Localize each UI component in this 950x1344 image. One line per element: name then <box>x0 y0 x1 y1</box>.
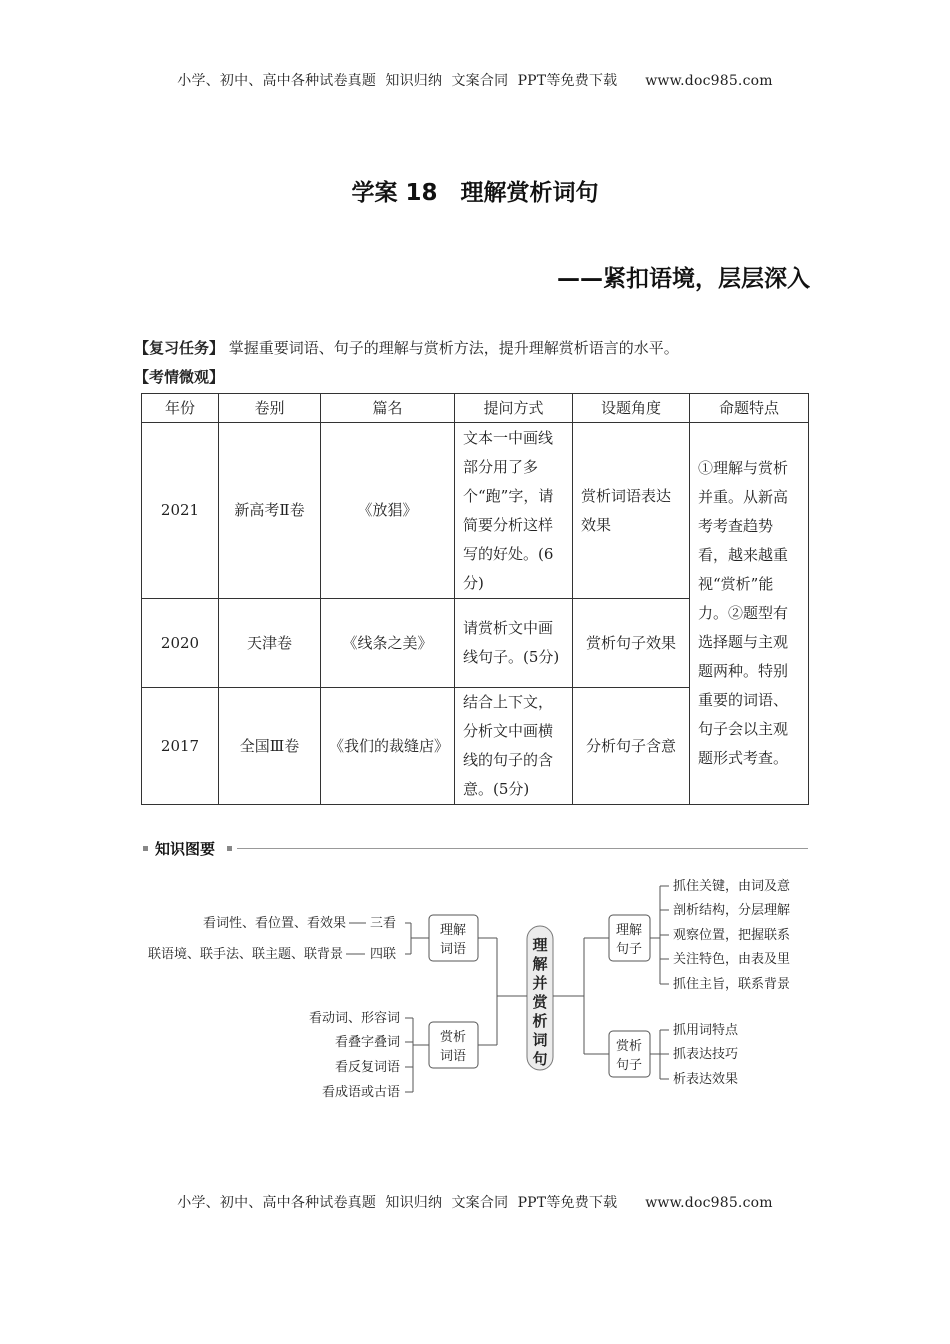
page-subtitle: ——紧扣语境，层层深入 <box>557 266 810 292</box>
mindmap-center-char: 词 <box>532 1031 548 1049</box>
node-label: 词语 <box>439 1049 467 1064</box>
mindmap-item: 抓住关键，由词及意 <box>673 879 791 894</box>
mindmap-item: 关注特色，由表及里 <box>673 952 791 967</box>
cell-paper: 新高考Ⅱ卷 <box>219 423 321 599</box>
mindmap-item-key: 四联 <box>370 947 397 962</box>
mindmap-item: 看叠字叠词 <box>334 1035 400 1050</box>
cell-paper: 全国Ⅲ卷 <box>219 688 321 805</box>
cell-year: 2021 <box>142 423 219 599</box>
cell-question: 结合上下文，分析文中画横线的句子的含意。(5分) <box>455 688 573 805</box>
review-task <box>134 337 824 358</box>
mindmap-center-char: 析 <box>532 1012 548 1030</box>
exam-table <box>141 393 809 805</box>
cell-question: 请赏析文中画线句子。(5分) <box>455 599 573 688</box>
mindmap-item: 抓用词特点 <box>673 1023 739 1038</box>
node-label: 理解 <box>615 923 643 938</box>
col-header-title: 篇名 <box>321 394 455 423</box>
col-header-feature: 命题特点 <box>690 394 809 423</box>
mindmap-item: 联语境、联手法、联主题、联背景 <box>147 947 343 962</box>
cell-year: 2017 <box>142 688 219 805</box>
node-label: 理解 <box>439 923 467 938</box>
mindmap-item: 析表达效果 <box>673 1072 739 1087</box>
col-header-question: 提问方式 <box>455 394 573 423</box>
col-header-angle: 设题角度 <box>573 394 690 423</box>
cell-angle: 赏析词语表达效果 <box>573 423 690 599</box>
col-header-year: 年份 <box>142 394 219 423</box>
mindmap-item: 抓住主旨，联系背景 <box>673 977 791 992</box>
node-label: 句子 <box>615 1058 643 1073</box>
table-row <box>142 423 809 599</box>
cell-title: 《我们的裁缝店》 <box>321 688 455 805</box>
section-divider <box>237 848 808 849</box>
mindmap-center-char: 并 <box>532 974 548 992</box>
cell-title: 《线条之美》 <box>321 599 455 688</box>
mindmap-item-key: 三看 <box>370 916 397 931</box>
mindmap-item: 抓表达技巧 <box>673 1047 739 1062</box>
page-header: 小学、初中、高中各种试卷真题 知识归纳 文案合同 PPT等免费下载 www.doc985.com <box>177 73 773 89</box>
node-label: 词语 <box>439 942 467 957</box>
mindmap-center-char: 句 <box>532 1050 548 1068</box>
square-bullet-icon <box>227 846 232 851</box>
node-label: 赏析 <box>615 1039 643 1054</box>
mindmap-item: 观察位置，把握联系 <box>673 928 791 943</box>
page-title: 学案 18 理解赏析词句 <box>351 180 599 206</box>
mindmap-center-char: 解 <box>532 955 548 973</box>
node-label: 赏析 <box>439 1030 467 1045</box>
review-task-label: 【复习任务】 <box>134 339 225 357</box>
cell-year: 2020 <box>142 599 219 688</box>
cell-angle: 赏析句子效果 <box>573 599 690 688</box>
mindmap-item: 看词性、看位置、看效果 <box>202 916 346 931</box>
table-header-row <box>142 394 809 423</box>
section-heading <box>141 838 808 860</box>
mindmap-item: 看反复词语 <box>334 1060 400 1075</box>
review-task-text: 掌握重要词语、句子的理解与赏析方法，提升理解赏析语言的水平。 <box>228 339 679 357</box>
cell-feature: ①理解与赏析并重。从新高考考查趋势看，越来越重视“赏析”能力。②题型有选择题与主观题两种。特别重要的词语、句子会以主观题形式考查。 <box>690 423 809 805</box>
cell-title: 《放猖》 <box>321 423 455 599</box>
mindmap-item: 剖析结构，分层理解 <box>673 903 791 918</box>
exam-overview-label: 【考情微观】 <box>134 368 225 386</box>
page-footer: 小学、初中、高中各种试卷真题 知识归纳 文案合同 PPT等免费下载 www.doc985.com <box>177 1195 773 1211</box>
cell-paper: 天津卷 <box>219 599 321 688</box>
mindmap-center-char: 赏 <box>532 993 548 1011</box>
node-label: 句子 <box>615 942 643 957</box>
section-title: 知识图要 <box>155 838 219 859</box>
mindmap-center-char: 理 <box>532 936 548 954</box>
mindmap-item: 看动词、形容词 <box>308 1011 400 1026</box>
col-header-paper: 卷别 <box>219 394 321 423</box>
knowledge-mindmap <box>141 870 821 1110</box>
mindmap-item: 看成语或古语 <box>321 1085 400 1100</box>
cell-question: 文本一中画线部分用了多个“跑”字，请简要分析这样写的好处。(6分) <box>455 423 573 599</box>
cell-angle: 分析句子含意 <box>573 688 690 805</box>
square-bullet-icon <box>143 846 148 851</box>
